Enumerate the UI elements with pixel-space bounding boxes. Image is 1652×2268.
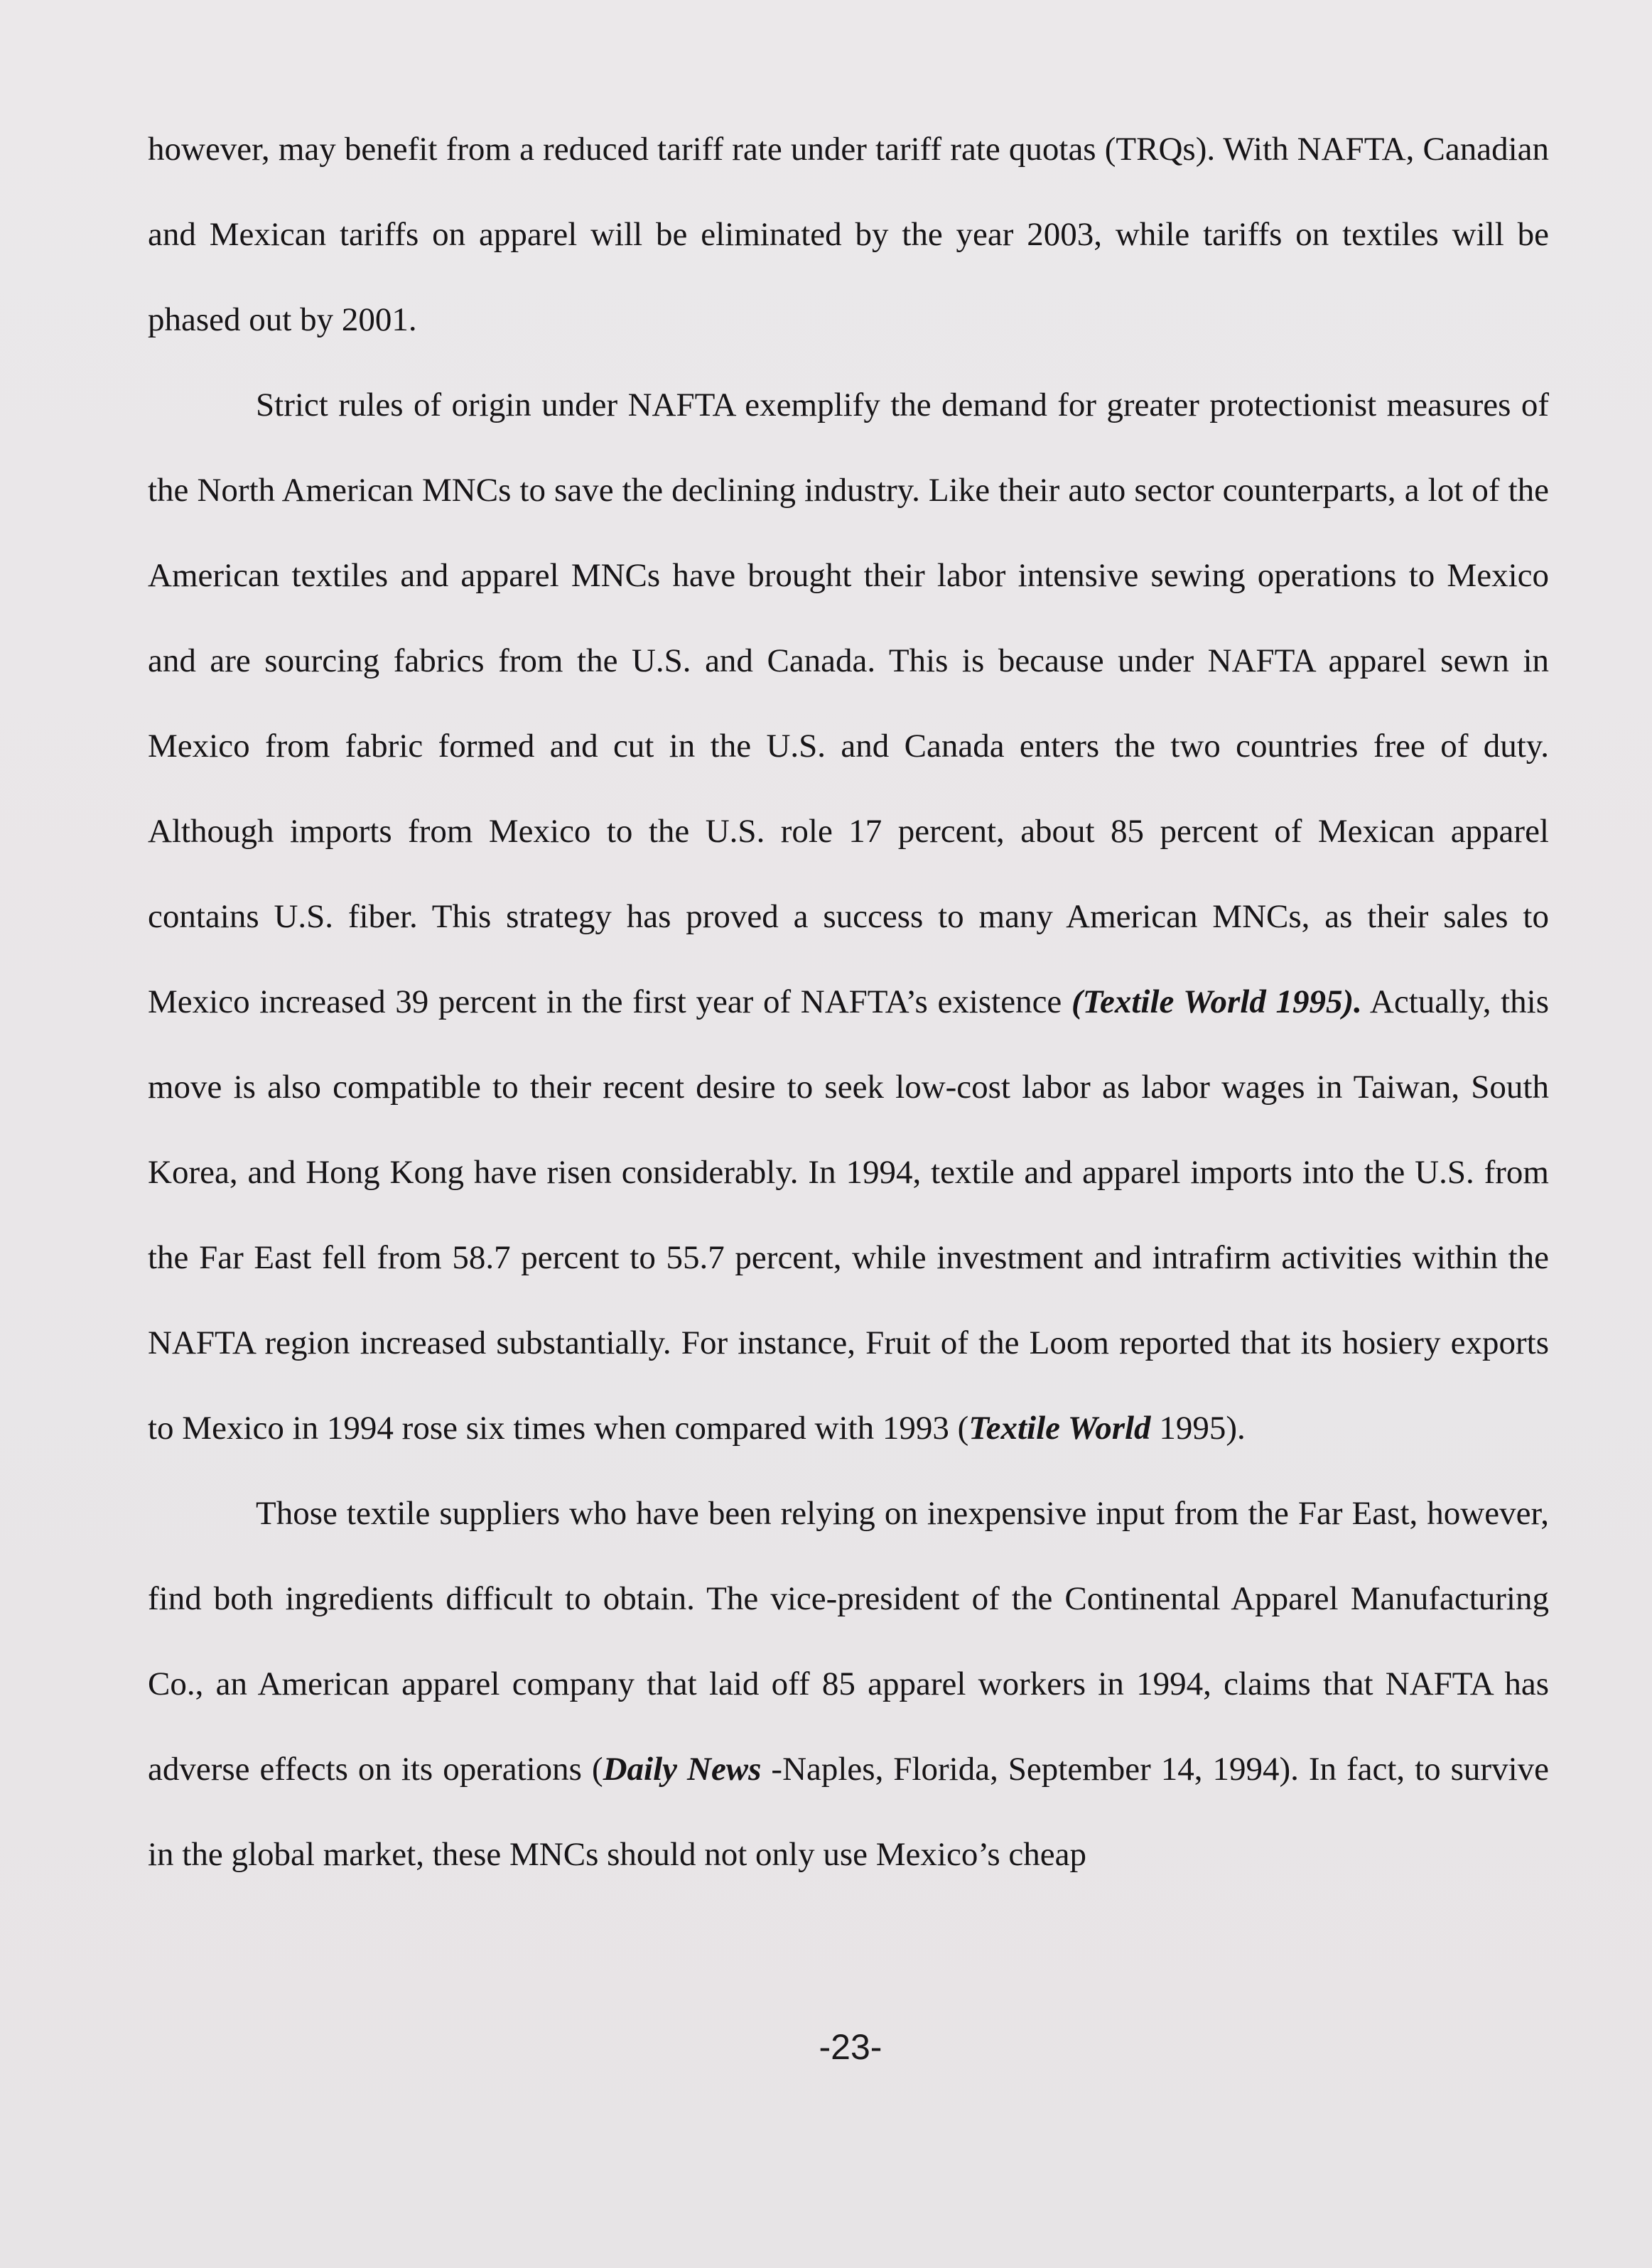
paragraph xyxy=(148,107,1549,362)
citation: (Textile World 1995). xyxy=(1071,983,1362,1020)
text-run: Strict rules of origin under NAFTA exemplify the demand for greater protectionist measures of the North American MNCs to save the declining industry. Like their auto sector counterparts, a lot of the American textiles and apparel MNCs have brought their labor intensive sewing operations to Mexico and are sourcing fabrics from the U.S. and Canada. This is because under NAFTA apparel sewn in Mexico from fabric formed and cut in the U.S. and Canada enters the two countries free of duty. Although imports from Mexico to the U.S. role 17 percent, about 85 percent of Mexican apparel contains U.S. fiber. This strategy has proved a success to many American MNCs, as their sales to Mexico increased 39 percent in the first year of NAFTA’s existence xyxy=(148,387,1549,1020)
text-run: -Naples, Florida, September 14, 1994). In fact, to survive in the global market, these MNCs should not only use Mexico’s cheap xyxy=(148,1751,1550,1873)
paragraph xyxy=(148,1471,1549,1897)
paragraph xyxy=(148,362,1549,1471)
body-text xyxy=(148,107,1549,1897)
citation: Textile World xyxy=(968,1410,1151,1447)
citation: Daily News xyxy=(603,1751,762,1788)
text-run: 1995). xyxy=(1150,1410,1246,1447)
text-run: however, may benefit from a reduced tariff rate under tariff rate quotas (TRQs). With NAFTA, Canadian and Mexican tariffs on apparel will be eliminated by the year 2003, while tariffs on textiles will be phased out by 2001. xyxy=(148,131,1549,338)
text-run: Those textile suppliers who have been relying on inexpensive input from the Far East, however, find both ingredients difficult to obtain. The vice-president of the Continental Apparel Manufacturing Co., an American apparel company that laid off 85 apparel workers in 1994, claims that NAFTA has adverse effects on its operations ( xyxy=(148,1495,1549,1788)
page-number: -23- xyxy=(819,2027,882,2067)
text-run: Actually, this move is also compatible to their recent desire to seek low-cost labor as labor wages in Taiwan, South Korea, and Hong Kong have risen considerably. In 1994, textile and apparel imports into the U.S. from the Far East fell from 58.7 percent to 55.7 percent, while investment and intrafirm activities within the NAFTA region increased substantially. For instance, Fruit of the Loom reported that its hosiery exports to Mexico in 1994 rose six times when compared with 1993 ( xyxy=(148,983,1549,1447)
